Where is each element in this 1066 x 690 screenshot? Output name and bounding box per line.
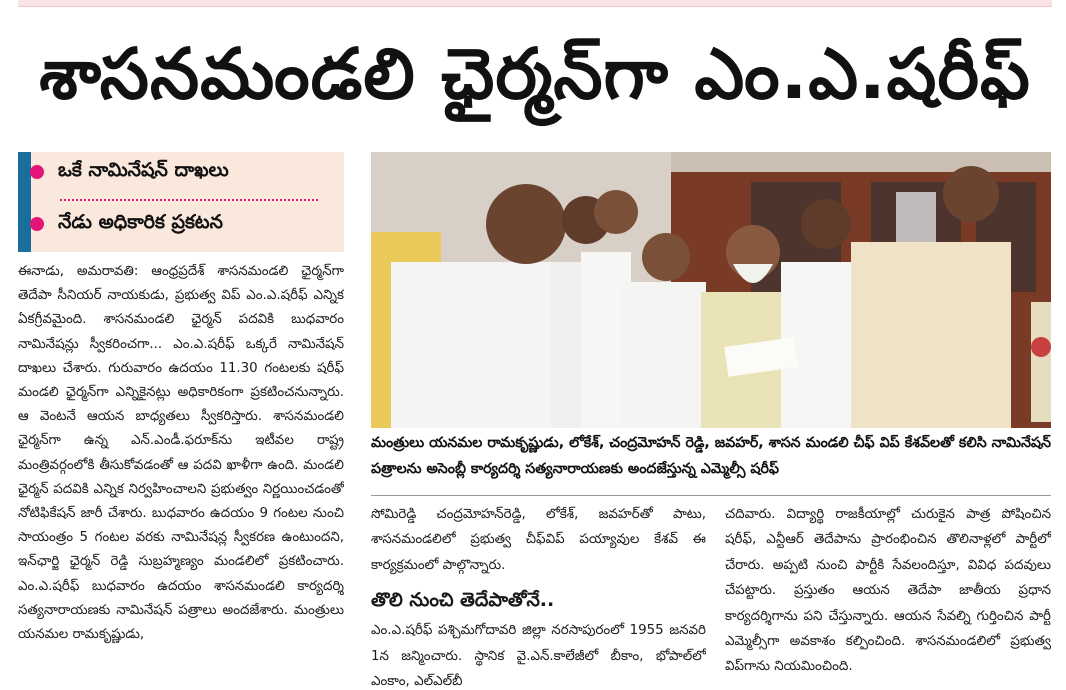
article-paragraph: ఎం.ఎ.షరీఫ్ పశ్చిమగోదావరి జిల్లా నరసాపురంలో 1955 జనవరి 1న జన్మించారు. స్థానిక వై.ఎన్.కాలేజీలో బీకాం, భోపాల్‌లో ఎంకాం, ఎల్ఎల్‌బీ [371, 623, 706, 690]
article-middle-column [371, 502, 706, 690]
article-left-column: ఈనాడు, అమరావతి: ఆంధ్రప్రదేశ్ శాసనమండలి ఛైర్మన్‌గా తెదేపా సీనియర్ నాయకుడు, ప్రభుత్వ విప్ ఎం.ఎ.షరీఫ్ ఎన్నిక ఏకగ్రీవమైంది. శాసనమండలి ఛైర్మన్ పదవికి బుధవారం నామినేషన్లు స్వీకరించగా... ఎం.ఎ.షరీఫ్ ఒక్కరే నామినేషన్ దాఖలు చేశారు. గురువారం ఉదయం 11.30 గంటలకు షరీఫ్ మండలి ఛైర్మన్‌గా ఎన్నికైనట్లు అధికారికంగా ప్రకటించనున్నారు. ఆ వెంటనే ఆయన బాధ్యతలు స్వీకరిస్తారు. శాసనమండలి ఛైర్మన్‌గా ఉన్న ఎన్.ఎండీ.ఫరూక్‌ను ఇటీవల రాష్ట్ర మంత్రివర్గంలోకి తీసుకోవడంతో ఆ పదవి ఖాళీగా ఉంది. మండలి ఛైర్మన్ పదవికి ఎన్నిక నిర్వహించాలని ప్రభుత్వం నిర్ణయించడంతో నోటిఫికేషన్ జారీ చేశారు. బుధవారం ఉదయం 9 గంటల నుంచి సాయంత్రం 5 గంటల వరకు నామినేషన్ల స్వీకరణ ఉంటుందని, ఇన్‌ఛార్జి ఛైర్మన్ రెడ్డి సుబ్రహ్మణ్యం మండలిలో ప్రకటించారు. ఎం.ఎ.షరీఫ్ బుధవారం ఉదయం శాసనమండలి కార్యదర్శి సత్యనారాయణకు నామినేషన్ పత్రాలు అందజేశారు. మంత్రులు యనమల రామకృష్ణుడు, [18, 264, 344, 643]
highlight-item [30, 206, 223, 242]
article-right-column: చదివారు. విద్యార్థి రాజకీయాల్లో చురుకైన పాత్ర పోషించిన షరీఫ్, ఎన్టీఆర్ తెదేపాను ప్రారంభించిన తొలినాళ్లలో పార్టీలో చేరారు. అప్పటి నుంచి పార్టీకి సేవలందిస్తూ, వివిధ పదవులు చేపట్టారు. ప్రస్తుతం ఆయన తెదేపా జాతీయ ప్రధాన కార్యదర్శిగాను పని చేస్తున్నారు. ఆయన సేవల్ని గుర్తించిన పార్టీ ఎమ్మెల్సీగా అవకాశం కల్పించింది. శాసనమండలిలో ప్రభుత్వ విప్‌గాను నియమించింది. [725, 507, 1051, 675]
bullet-icon [30, 165, 44, 179]
article-subheading: తొలి నుంచి తెదేపాతోనే.. [371, 589, 555, 612]
highlight-item [30, 154, 229, 190]
bullet-icon [30, 217, 44, 231]
highlight-divider [60, 199, 318, 201]
photo-caption: మంత్రులు యనమల రామకృష్ణుడు, లోకేశ్, చంద్రమోహన్ రెడ్డి, జవహర్, శాసన మండలి చీఫ్ విప్ కేశవ్‌లతో కలిసి నామినేషన్ పత్రాలను అసెంబ్లీ కార్యదర్శి సత్యనారాయణకు అందజేస్తున్న ఎమ్మెల్సీ షరీఫ్ [371, 435, 1051, 477]
caption-divider [371, 495, 1051, 496]
top-color-strip [18, 0, 1052, 7]
article-paragraph: సోమిరెడ్డి చంద్రమోహన్‌రెడ్డి, లోకేశ్, జవహర్‌తో పాటు, శాసనమండలిలో ప్రభుత్వ చీఫ్‌విప్ పయ్యావుల కేశవ్ ఈ కార్యక్రమంలో పాల్గొన్నారు. [371, 507, 706, 573]
photo-illustration [371, 152, 1051, 428]
highlight-text: ఒకే నామినేషన్ దాఖలు [58, 158, 229, 181]
news-photo [371, 152, 1051, 428]
headline: శాసనమండలి ఛైర్మన్‌గా ఎం.ఎ.షరీఫ్ [39, 33, 1031, 115]
highlight-text: నేడు అధికారిక ప్రకటన [58, 210, 223, 233]
